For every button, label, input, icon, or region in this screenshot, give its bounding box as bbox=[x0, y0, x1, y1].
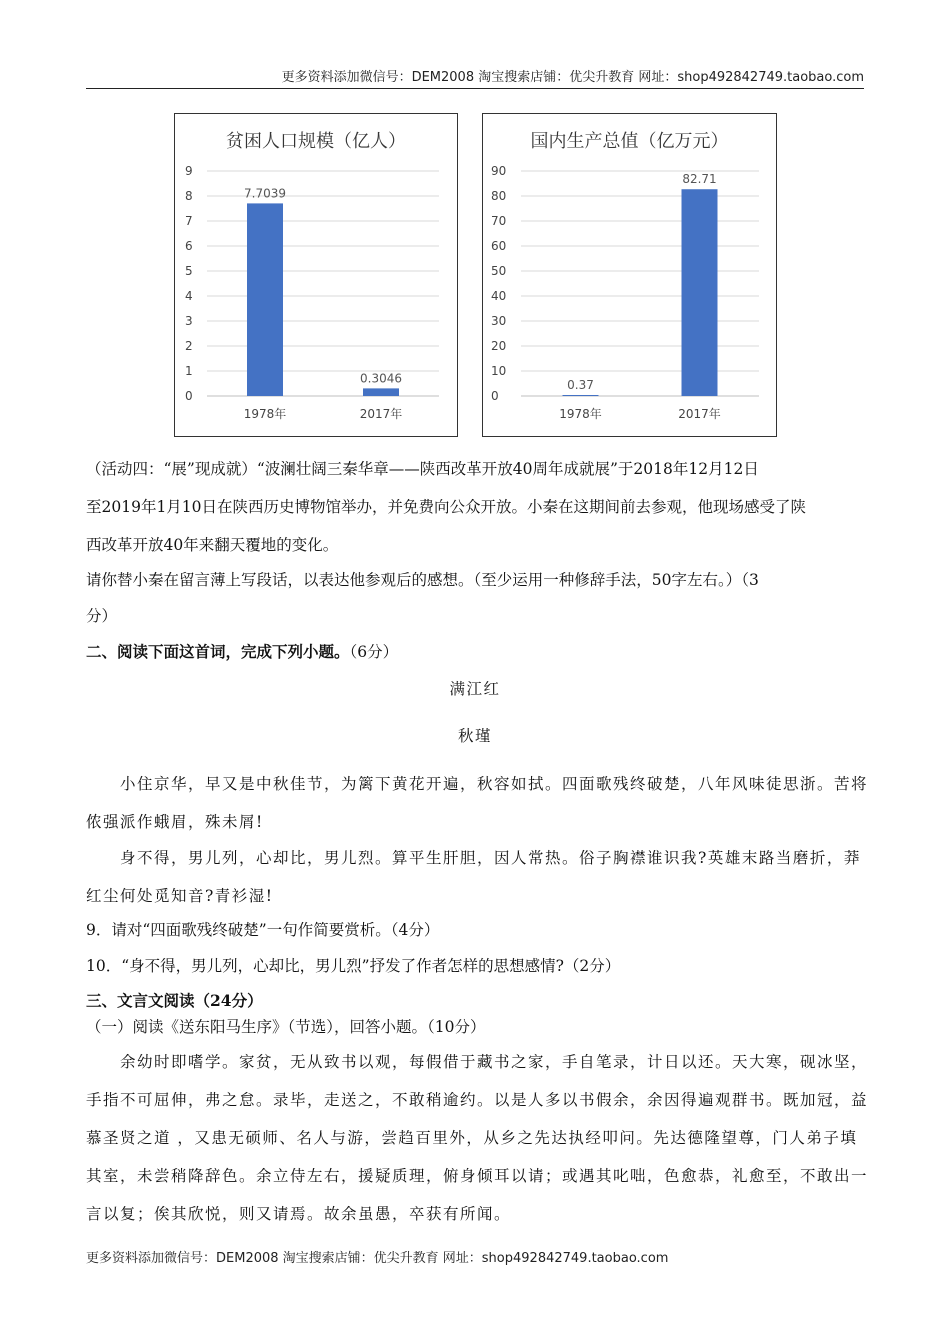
poem-para-1-line-2: 侬强派作蛾眉，殊未屑! bbox=[86, 813, 264, 831]
poem-title: 满江红 bbox=[449, 680, 501, 698]
section-3-subheading: （一）阅读《送东阳马生序》（节选），回答小题。（10分） bbox=[86, 1018, 486, 1036]
y-tick-label: 30 bbox=[491, 314, 507, 328]
bar-2 bbox=[682, 189, 718, 396]
page-footer: 更多资料添加微信号：DEM2008 淘宝搜索店铺：优尖升教育 网址：shop492842749.taobao.com bbox=[86, 1251, 669, 1266]
x-tick-label: 2017年 bbox=[678, 407, 721, 421]
data-label: 0.37 bbox=[567, 378, 594, 392]
x-tick-label: 1978年 bbox=[559, 407, 602, 421]
y-tick-label: 60 bbox=[491, 239, 507, 253]
poem-author: 秋瑾 bbox=[457, 727, 492, 745]
y-tick-label: 90 bbox=[491, 164, 507, 178]
y-tick-label: 50 bbox=[491, 264, 507, 278]
activity-line-1: （活动四：“展”现成就）“波澜壮阔三秦华章——陕西改革开放40周年成就展”于2018年12月12日 bbox=[86, 460, 759, 478]
y-tick-label: 8 bbox=[185, 189, 193, 203]
passage-line-1: 余幼时即嗜学。家贫，无从致书以观，每假借于藏书之家，手自笔录，计日以还。天大寒，砚冰坚， bbox=[120, 1053, 869, 1071]
passage-line-5: 言以复；俟其欣悦，则又请焉。故余虽愚，卒获有所闻。 bbox=[86, 1205, 512, 1223]
y-tick-label: 0 bbox=[185, 389, 193, 403]
bar-1 bbox=[247, 203, 283, 396]
y-tick-label: 0 bbox=[491, 389, 499, 403]
y-tick-label: 1 bbox=[185, 364, 193, 378]
chart-canvas bbox=[175, 114, 457, 436]
poverty-population-chart bbox=[174, 113, 458, 437]
passage-line-3: 慕圣贤之道 ，又患无硕师、名人与游，尝趋百里外，从乡之先达执经叩问。先达德隆望尊，门人弟子填 bbox=[86, 1129, 858, 1147]
activity-line-3: 西改革开放40年来翻天覆地的变化。 bbox=[86, 536, 339, 554]
y-tick-label: 40 bbox=[491, 289, 507, 303]
y-tick-label: 7 bbox=[185, 214, 193, 228]
y-tick-label: 3 bbox=[185, 314, 193, 328]
poem-para-2-line-1: 身不得，男儿列，心却比，男儿烈。算平生肝胆，因人常热。俗子胸襟谁识我?英雄末路当磨折，莽 bbox=[120, 849, 861, 867]
y-tick-label: 9 bbox=[185, 164, 193, 178]
y-tick-label: 4 bbox=[185, 289, 193, 303]
x-tick-label: 2017年 bbox=[359, 407, 403, 421]
poem-para-1-line-1: 小住京华，早又是中秋佳节，为篱下黄花开遍，秋容如拭。四面歌残终破楚，八年风味徒思浙。苦将 bbox=[120, 775, 869, 793]
y-tick-label: 10 bbox=[491, 364, 507, 378]
activity-task-line-2: 分） bbox=[86, 607, 118, 625]
data-label: 82.71 bbox=[682, 172, 717, 187]
y-tick-label: 20 bbox=[491, 339, 507, 353]
y-tick-label: 2 bbox=[185, 339, 193, 353]
question-9: 9．请对“四面歌残终破楚”一句作简要赏析。（4分） bbox=[86, 921, 440, 939]
chart-title: 贫困人口规模（亿人） bbox=[226, 131, 406, 152]
bar-1 bbox=[563, 395, 599, 396]
activity-line-2: 至2019年1月10日在陕西历史博物馆举办，并免费向公众开放。小秦在这期间前去参观，他现场感受了陕 bbox=[86, 498, 807, 516]
bar-2 bbox=[363, 388, 399, 396]
section-2-heading-text: 二、阅读下面这首词，完成下列小题。 bbox=[86, 642, 350, 661]
gdp-chart bbox=[482, 113, 777, 437]
y-tick-label: 6 bbox=[185, 239, 193, 253]
page-header: 更多资料添加微信号：DEM2008 淘宝搜索店铺：优尖升教育 网址：shop492842749.taobao.com bbox=[86, 66, 864, 89]
section-2-heading bbox=[86, 640, 864, 662]
y-tick-label: 80 bbox=[491, 189, 507, 203]
y-tick-label: 70 bbox=[491, 214, 507, 228]
poem-para-2-line-2: 红尘何处觅知音?青衫湿! bbox=[86, 887, 274, 905]
data-label: 7.7039 bbox=[244, 186, 286, 201]
chart-title: 国内生产总值（亿万元） bbox=[530, 131, 729, 152]
section-3-heading: 三、文言文阅读（24分） bbox=[86, 991, 263, 1010]
chart-canvas bbox=[483, 114, 776, 436]
question-10: 10．“身不得，男儿列，心却比，男儿烈”抒发了作者怎样的思想感情?（2分） bbox=[86, 957, 621, 975]
data-label: 0.3046 bbox=[360, 371, 402, 386]
section-2-points: （6分） bbox=[349, 643, 399, 661]
passage-line-2: 手指不可屈伸，弗之怠。录毕，走送之，不敢稍逾约。以是人多以书假余，余因得遍观群书。既加冠，益 bbox=[86, 1091, 869, 1109]
activity-task-line-1: 请你替小秦在留言薄上写段话，以表达他参观后的感想。（至少运用一种修辞手法，50字左右。）（3 bbox=[86, 571, 759, 589]
y-tick-label: 5 bbox=[185, 264, 193, 278]
passage-line-4: 其室，未尝稍降辞色。余立侍左右，援疑质理，俯身倾耳以请；或遇其叱咄，色愈恭，礼愈至，不敢出一 bbox=[86, 1167, 869, 1185]
x-tick-label: 1978年 bbox=[243, 407, 287, 421]
